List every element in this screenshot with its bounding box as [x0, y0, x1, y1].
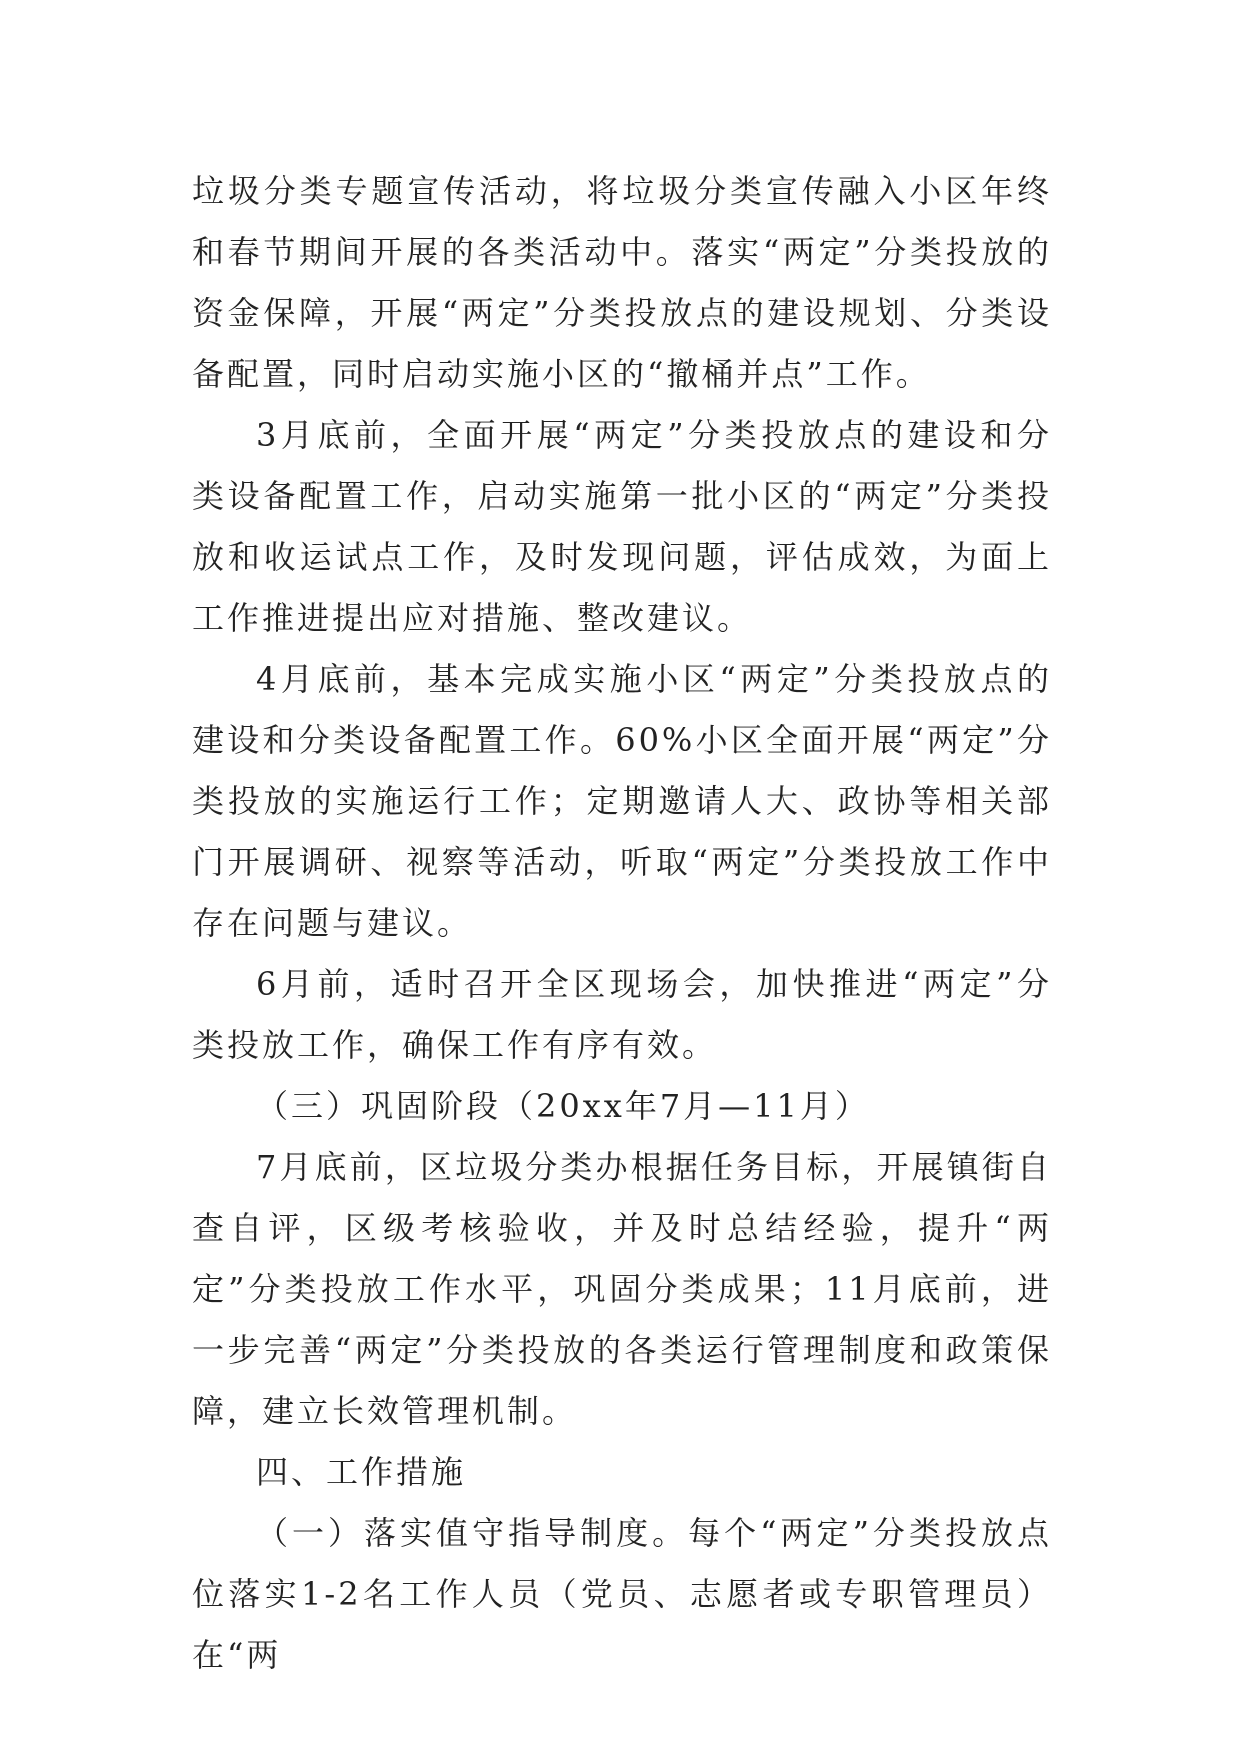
paragraph-march: 3月底前，全面开展“两定”分类投放点的建设和分类设备配置工作，启动实施第一批小区的“两定”分类投放和收运试点工作，及时发现问题，评估成效，为面上工作推进提出应对措施、整改建议。 — [192, 416, 1052, 637]
section-heading-consolidation: （三）巩固阶段（20xx年7月—11月） — [256, 1087, 870, 1125]
paragraph-july: 7月底前，区垃圾分类办根据任务目标，开展镇街自查自评，区级考核验收，并及时总结经验，提升“两定”分类投放工作水平，巩固分类成果；11月底前，进一步完善“两定”分类投放的各类运行管理制度和政策保障，建立长效管理机制。 — [192, 1148, 1052, 1430]
paragraph-1: 垃圾分类专题宣传活动，将垃圾分类宣传融入小区年终和春节期间开展的各类活动中。落实“两定”分类投放的资金保障，开展“两定”分类投放点的建设规划、分类设备配置，同时启动实施小区的“撤桶并点”工作。 — [192, 172, 1052, 393]
document-body — [192, 161, 1052, 1686]
section-heading-measures: 四、工作措施 — [256, 1453, 467, 1491]
paragraph-measure-1: （一）落实值守指导制度。每个“两定”分类投放点位落实1-2名工作人员（党员、志愿者或专职管理员）在“两 — [192, 1514, 1052, 1674]
paragraph-june: 6月前，适时召开全区现场会，加快推进“两定”分类投放工作，确保工作有序有效。 — [192, 965, 1052, 1064]
paragraph-april: 4月底前，基本完成实施小区“两定”分类投放点的建设和分类设备配置工作。60%小区全面开展“两定”分类投放的实施运行工作；定期邀请人大、政协等相关部门开展调研、视察等活动，听取“两定”分类投放工作中存在问题与建议。 — [192, 660, 1052, 942]
